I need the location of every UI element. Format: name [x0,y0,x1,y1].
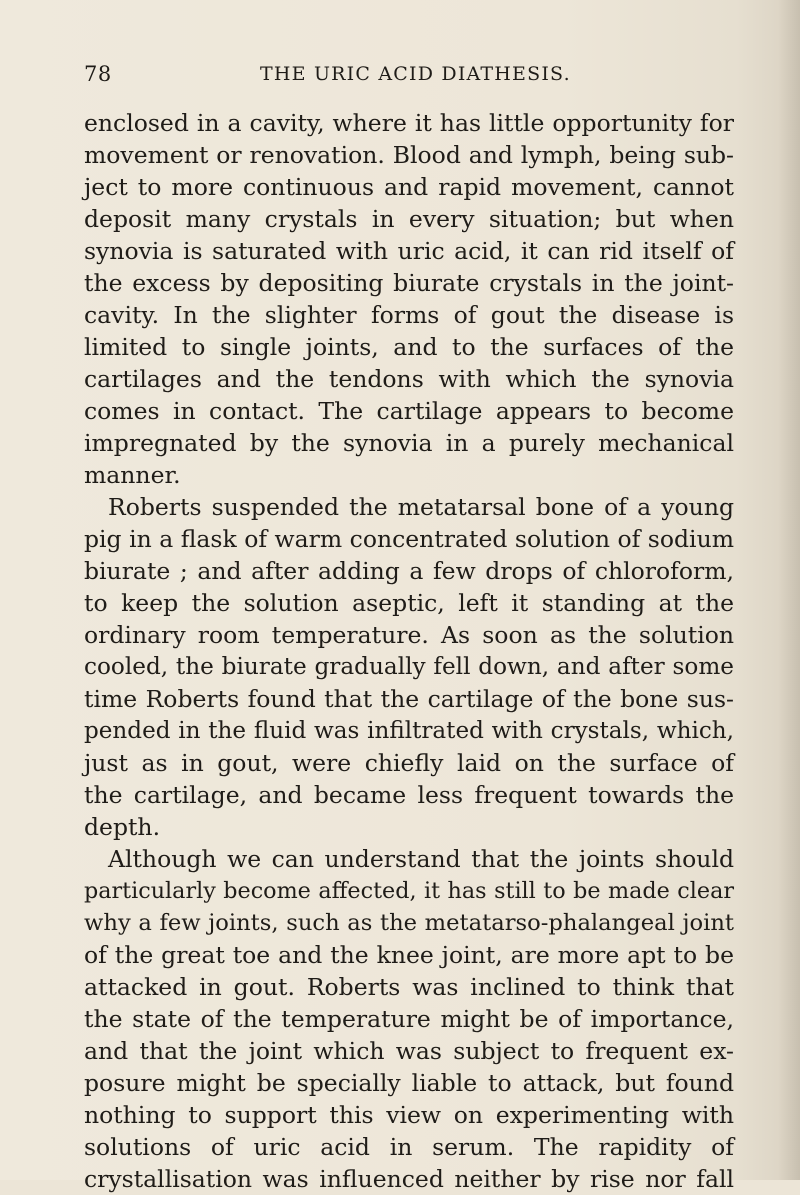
text-line: just as in gout, were chiefly laid on the surface of [84,749,734,777]
text-line: and that the joint which was subject to frequent ex- [84,1037,734,1065]
text-line: pig in a flask of warm concentrated solution of sodium [84,525,734,553]
paragraph-1 [84,107,734,491]
text-line: particularly become affected, it has still to be made clear [84,878,734,904]
text-line: movement or renovation. Blood and lymph, being sub- [84,141,734,169]
text-line: ject to more continuous and rapid movement, cannot [84,173,734,201]
text-line: Although we can understand that the joints should [108,845,734,873]
text-line: of the great toe and the knee joint, are more apt to be [84,941,734,969]
paragraph-2 [84,491,734,843]
text-line: cartilages and the tendons with which the synovia [84,365,734,393]
text-line: posure might be specially liable to attack, but found [84,1069,734,1097]
text-line: ordinary room temperature. As soon as the solution [84,621,734,649]
text-line: cavity. In the slighter forms of gout the disease is [84,301,734,329]
running-title: THE URIC ACID DIATHESIS. [260,63,571,85]
page-header [84,62,734,96]
text-line: biurate ; and after adding a few drops of chloroform, [84,557,734,585]
text-line: solutions of uric acid in serum. The rapidity of [84,1133,734,1161]
text-line: pended in the fluid was infiltrated with crystals, which, [84,718,734,744]
text-line: synovia is saturated with uric acid, it can rid itself of [84,237,734,265]
text-line: impregnated by the synovia in a purely mechanical [84,429,734,457]
text-line: enclosed in a cavity, where it has little opportunity for [84,109,734,137]
text-line: limited to single joints, and to the surfaces of the [84,333,734,361]
paragraph-3 [84,843,734,1195]
page-edge-shadow [778,0,800,1180]
text-line: time Roberts found that the cartilage of the bone sus- [84,685,734,713]
text-line: deposit many crystals in every situation; but when [84,205,734,233]
text-line: why a few joints, such as the metatarso-phalangeal joint [84,910,734,936]
text-line: comes in contact. The cartilage appears to become [84,397,734,425]
text-line: crystallisation was influenced neither by rise nor fall [84,1165,734,1193]
body-text [84,107,734,1195]
text-line: the cartilage, and became less frequent towards the [84,781,734,809]
text-line: nothing to support this view on experimenting with [84,1101,734,1129]
page-number: 78 [84,62,112,86]
text-line: the state of the temperature might be of importance, [84,1005,734,1033]
text-line: depth. [84,813,161,841]
text-line: cooled, the biurate gradually fell down, and after some [84,654,734,680]
text-line: Roberts suspended the metatarsal bone of a young [108,493,734,521]
text-line: the excess by depositing biurate crystals in the joint- [84,269,734,297]
text-line: attacked in gout. Roberts was inclined to think that [84,973,734,1001]
text-line: to keep the solution aseptic, left it standing at the [84,589,734,617]
text-line: manner. [84,461,181,489]
